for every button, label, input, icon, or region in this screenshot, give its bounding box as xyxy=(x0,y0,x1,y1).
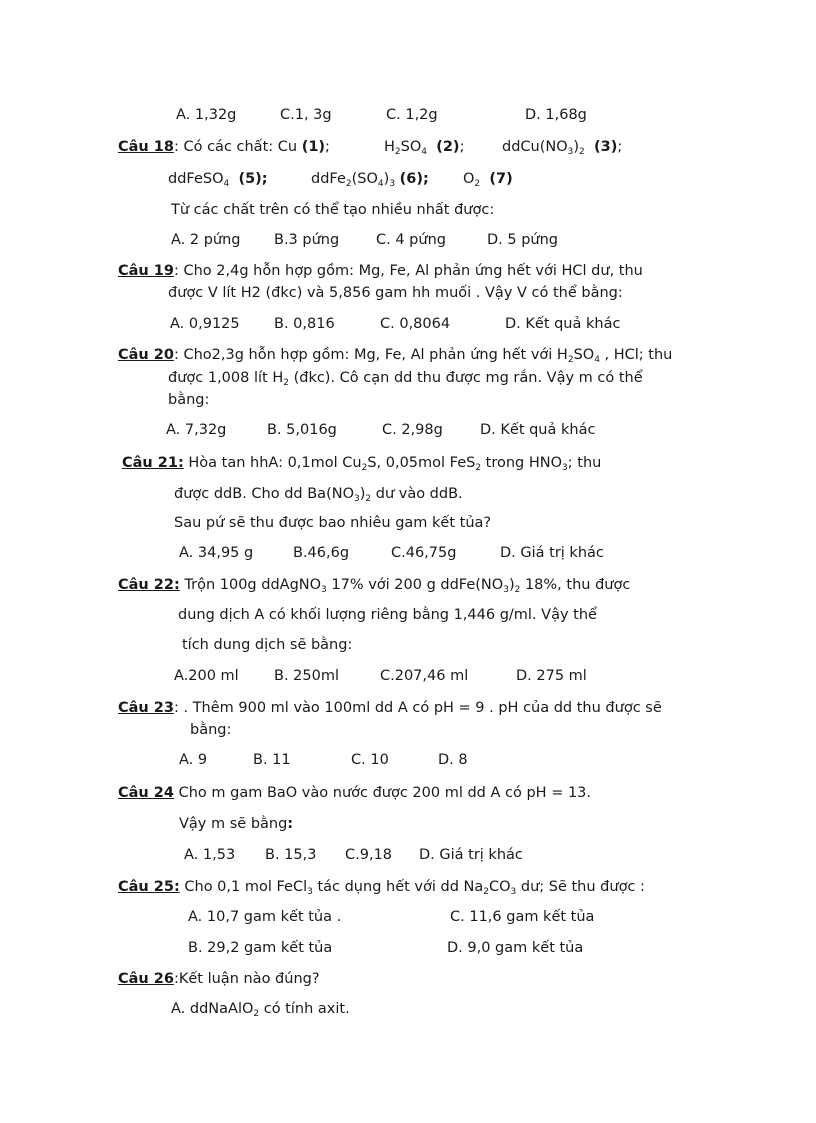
q20-line-1: Câu 20: Cho2,3g hỗn hợp gồm: Mg, Fe, Al phản ứng hết với $H_2SO_4$ , HCl; thu xyxy=(118,347,673,365)
q17-option-a: A. 1,32g xyxy=(176,107,237,123)
q19-option-c: C. 0,8064 xyxy=(380,316,451,332)
q22-line-1: Câu 22: Trộn 100g ddAgNO$_3$ 17% với 200 g $ddFe(NO_3)_2$ 18%, thu được xyxy=(118,577,631,595)
q24-line-1: Câu 24 Cho m gam BaO vào nước được 200 ml dd A có pH = 13. xyxy=(118,785,592,801)
q22-option-d: D. 275 ml xyxy=(516,668,587,684)
q18-question: Từ các chất trên có thể tạo nhiều nhất được: xyxy=(171,202,495,218)
q20-option-d: D. Kết quả khác xyxy=(480,422,596,438)
q21-line-3: Sau pứ sẽ thu được bao nhiêu gam kết tủa? xyxy=(174,515,492,531)
q22-option-c: C.207,46 ml xyxy=(380,668,469,684)
q23-option-a: A. 9 xyxy=(179,752,208,768)
q25-option-c: C. 11,6 gam kết tủa xyxy=(450,909,595,925)
q20-line-2: được 1,008 lít $H_2$ (đkc). Cô cạn dd thu được mg rắn. Vậy m có thể xyxy=(168,370,643,388)
q24-option-c: C.9,18 xyxy=(345,847,393,863)
q24-line-2: Vậy m sẽ bằng: xyxy=(179,816,294,832)
q21-option-a: A. 34,95 g xyxy=(179,545,254,561)
q25-line-1: Câu 25: Cho 0,1 mol FeCl$_3$ tác dụng hết với dd $Na_2CO_3$ dư; Sẽ thu được : xyxy=(118,879,645,897)
q17-option-d: D. 1,68g xyxy=(525,107,587,123)
q20-option-a: A. 7,32g xyxy=(166,422,227,438)
q24-option-b: B. 15,3 xyxy=(265,847,317,863)
q26-option-a: A. ddNaAlO$_2$ có tính axit. xyxy=(171,1001,350,1019)
q22-option-b: B. 250ml xyxy=(274,668,339,684)
q23-line-1: Câu 23: . Thêm 900 ml vào 100ml dd A có pH = 9 . pH của dd thu được sẽ xyxy=(118,700,662,716)
q18-cuno3: $ddCu(NO_3)_2$ (3); xyxy=(502,139,623,157)
q25-option-b: B. 29,2 gam kết tủa xyxy=(188,940,333,956)
q21-label: Câu 21: xyxy=(122,455,184,471)
q18-option-a: A. 2 pứng xyxy=(171,232,241,248)
q25-option-a: A. 10,7 gam kết tủa . xyxy=(188,909,342,925)
q21-option-c: C.46,75g xyxy=(391,545,457,561)
q22-label: Câu 22: xyxy=(118,577,180,593)
q18-h2so4: $H_2SO_4$ (2); xyxy=(384,139,465,157)
q18-option-b: B.3 pứng xyxy=(274,232,340,248)
q23-line-2: bằng: xyxy=(190,722,232,738)
q25-option-d: D. 9,0 gam kết tủa xyxy=(447,940,584,956)
q18-option-d: D. 5 pứng xyxy=(487,232,559,248)
q24-label: Câu 24 xyxy=(118,785,174,801)
q19-label: Câu 19 xyxy=(118,263,174,279)
q17-option-c: C. 1,2g xyxy=(386,107,438,123)
q20-option-c: C. 2,98g xyxy=(382,422,443,438)
q23-label: Câu 23 xyxy=(118,700,174,716)
q19-option-a: A. 0,9125 xyxy=(170,316,240,332)
q21-line-2: được ddB. Cho dd $Ba(NO_3)_2$ dư vào ddB. xyxy=(174,486,463,504)
q22-line-3: tích dung dịch sẽ bằng: xyxy=(182,637,353,653)
q26-line-1: Câu 26:Kết luận nào đúng? xyxy=(118,971,320,987)
q19-line-1: Câu 19: Cho 2,4g hỗn hợp gồm: Mg, Fe, Al phản ứng hết với HCl dư, thu xyxy=(118,263,643,279)
q18-feso4: ddFeSO$_4$ (5); xyxy=(168,171,268,189)
q22-line-2: dung dịch A có khối lượng riêng bằng 1,446 g/ml. Vậy thể xyxy=(178,607,597,623)
q26-label: Câu 26 xyxy=(118,971,174,987)
q21-option-d: D. Giá trị khác xyxy=(500,545,604,561)
q23-option-c: C. 10 xyxy=(351,752,389,768)
q22-option-a: A.200 ml xyxy=(174,668,239,684)
q20-line-3: bằng: xyxy=(168,392,210,408)
q18-label: Câu 18 xyxy=(118,139,174,155)
q20-label: Câu 20 xyxy=(118,347,174,363)
q23-option-d: D. 8 xyxy=(438,752,468,768)
q18-o2: $O_2$ (7) xyxy=(463,171,513,189)
q18-line-1: Câu 18: Có các chất: Cu (1); xyxy=(118,139,330,155)
q17-option-b: C.1, 3g xyxy=(280,107,332,123)
q19-option-b: B. 0,816 xyxy=(274,316,335,332)
q19-line-2: được V lít H2 (đkc) và 5,856 gam hh muối . Vậy V có thể bằng: xyxy=(168,285,623,301)
q20-option-b: B. 5,016g xyxy=(267,422,337,438)
q21-line-1: Câu 21: Hòa tan hhA: 0,1mol $Cu_2S$, 0,05mol FeS$_2$ trong $HNO_3$; thu xyxy=(122,455,602,473)
q18-fe2so43: $ddFe_2(SO_4)_3$ (6); xyxy=(311,171,429,189)
q24-option-d: D. Giá trị khác xyxy=(419,847,523,863)
q23-option-b: B. 11 xyxy=(253,752,291,768)
q25-label: Câu 25: xyxy=(118,879,180,895)
q19-option-d: D. Kết quả khác xyxy=(505,316,621,332)
q18-option-c: C. 4 pứng xyxy=(376,232,446,248)
q21-option-b: B.46,6g xyxy=(293,545,350,561)
q24-option-a: A. 1,53 xyxy=(184,847,236,863)
